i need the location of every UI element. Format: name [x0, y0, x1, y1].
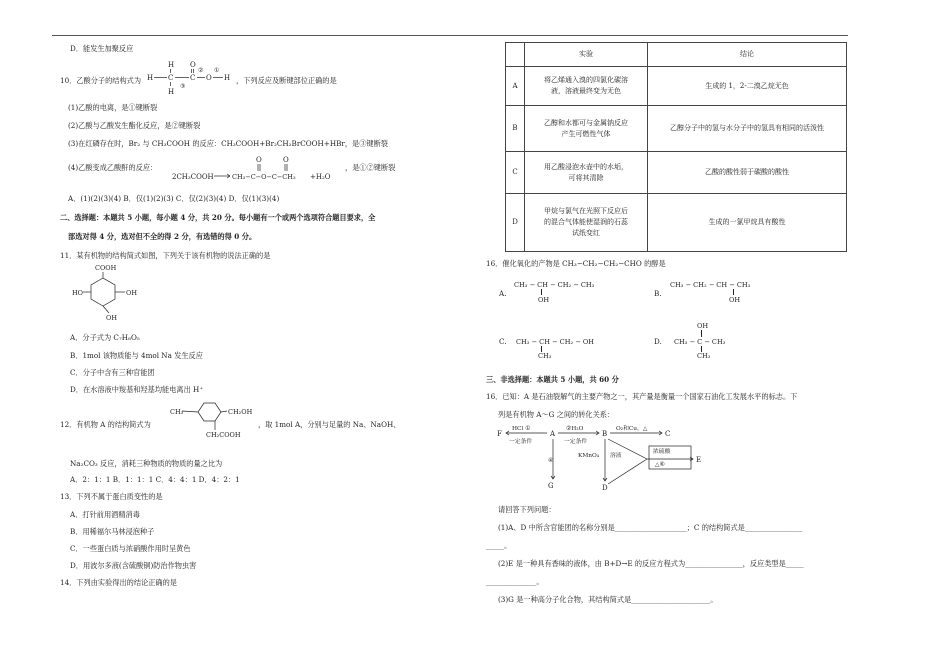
- q10-stem-post: ，下列反应及断键部位正确的是: [236, 76, 337, 85]
- struct-ch3: CH₃: [170, 408, 184, 416]
- q16a-option-d-main: CH₃ − C − CH₃: [674, 338, 726, 346]
- table-row: [506, 67, 847, 106]
- struct-oh-right: OH: [126, 289, 137, 297]
- q11-structure: [70, 262, 140, 324]
- r6-bottom: △⑥: [655, 462, 665, 468]
- anhydride-equation: [170, 153, 345, 183]
- q16a-option-a-label: A.: [499, 289, 507, 298]
- q11-option-d: D．在水溶液中羧基和羟基均能电离出 H⁺: [70, 385, 204, 394]
- r5-right: 溶液: [610, 453, 622, 459]
- q13-option-a: A．打针前用酒精消毒: [70, 510, 140, 519]
- eq-o1: O: [256, 156, 262, 164]
- q12-stem-pre: 12．有机物 A 的结构简式为: [60, 420, 151, 429]
- struct-h-left: H: [147, 74, 154, 82]
- table-row: [506, 194, 847, 252]
- row-experiment: 甲烷与氯气在光照下反应后 的混合气体能使湿润的石蕊 试纸变红: [525, 194, 648, 252]
- scheme-C: C: [665, 430, 671, 438]
- struct-h-bottom: H: [168, 88, 175, 96]
- q16a-option-c-main: CH₃ − CH − CH₂ − OH: [516, 338, 594, 346]
- struct-c2: C: [190, 74, 196, 82]
- q16a-option-b-sub: OH: [729, 296, 741, 304]
- row-experiment: 将乙烯通入溴的四氯化碳溶 液，溶液最终变为无色: [525, 67, 648, 106]
- q10-item-3: (3)在红磷存在时，Br₂ 与 CH₃COOH 的反应：CH₃COOH+Br₂CH₂BrCOOH+HBr，是③键断裂: [68, 139, 388, 148]
- q11-option-c: C．分子中含有三种官能团: [70, 368, 155, 377]
- q10-options: A．(1)(2)(3)(4) B．仅(1)(2)(3) C．仅(2)(3)(4) D．仅(1)(3)(4): [68, 194, 280, 203]
- row-conclusion: 生成的 1，2-二溴乙烷无色: [648, 67, 847, 106]
- svg-text:CH₃−C−O−C−CH₃: CH₃−C−O−C−CH₃: [232, 173, 296, 181]
- row-conclusion: 生成的一氯甲烷具有酸性: [648, 194, 847, 252]
- q11-option-a: A．分子式为 C₇H₈O₅: [70, 333, 140, 342]
- section3-heading: 三、非选择题：本题共 5 小题，共 60 分: [486, 375, 619, 384]
- q16a-option-a-sub: OH: [538, 296, 550, 304]
- section2-heading-line1: 二、选择题：本题共 5 小题，每小题 4 分，共 20 分。每小题有一个或两个选项符合题目要求，全: [60, 213, 376, 222]
- q10-item-1: (1)乙酸的电离，是①键断裂: [68, 103, 158, 112]
- table-row: [506, 152, 847, 194]
- q16b-sub2-line2: ______________。: [486, 577, 544, 586]
- bond-line: [541, 346, 542, 352]
- bond-line: [733, 289, 734, 295]
- q16a-option-b-label: B.: [654, 289, 662, 298]
- eq-left: 2CH₃COOH: [172, 173, 214, 181]
- r1-top: HCl ①: [512, 426, 531, 432]
- r5-left: KMnO₄: [578, 453, 600, 459]
- q16a-option-b-main: CH₃ − CH₂ − CH − CH₃: [670, 281, 751, 289]
- q16a-option-d-label: D.: [654, 337, 662, 346]
- r3-top: O₂和Cu，△: [616, 426, 648, 432]
- section2-heading-line2: 部选对得 4 分，选对但不全的得 2 分，有选错的得 0 分。: [68, 232, 257, 241]
- table-header-experiment: 实验: [525, 43, 648, 67]
- q16a-option-d-sub: CH₃: [697, 352, 711, 360]
- table-header-conclusion: 结论: [648, 43, 847, 67]
- struct-h-right: H: [224, 74, 231, 82]
- row-experiment: 用乙酸浸泡水壶中的水垢， 可将其清除: [525, 152, 648, 194]
- q16a-option-d-top: OH: [697, 322, 709, 330]
- q16b-sub3: (3)G 是一种高分子化合物，其结构简式是______________________。: [498, 595, 718, 604]
- q12-structure: [168, 400, 258, 440]
- eq-o2: O: [283, 156, 289, 164]
- bond-label-3: ③: [180, 83, 186, 90]
- row-label: B: [506, 106, 525, 152]
- q13-option-b: B．用稀福尔马林浸泡种子: [70, 527, 155, 536]
- q12-line2: Na₂CO₃ 反应，消耗三种物质的物质的量之比为: [70, 459, 223, 468]
- table-corner: [506, 43, 525, 67]
- q16a-stem: 16．催化氧化的产物是 CH₃−CH₂−CH₂−CHO 的醇是: [486, 259, 666, 268]
- q16b-stem-line2: 列是有机物 A～G 之间的转化关系：: [498, 410, 615, 419]
- bond-label-1: ①: [214, 67, 220, 74]
- row-label: A: [506, 67, 525, 106]
- row-label: D: [506, 194, 525, 252]
- r6-top: 浓硫酸: [653, 449, 671, 455]
- q11-stem: 11．某有机物的结构简式如图，下列关于该有机物的说法正确的是: [60, 251, 271, 260]
- q9-option-d: D．能发生加聚反应: [70, 44, 134, 53]
- r1-bottom: 一定条件: [509, 439, 533, 445]
- struct-ho: HO: [72, 289, 83, 297]
- q16a-option-c-sub: CH₃: [538, 352, 552, 360]
- struct-oh-bottom: OH: [106, 314, 117, 322]
- row-label: C: [506, 152, 525, 194]
- q16b-sub1-line1: (1)A、D 中所含官能团的名称分别是____________________；C 的结构简式是________________: [498, 523, 803, 532]
- struct-ch2cooh: CH₂COOH: [206, 431, 241, 439]
- scheme-E: E: [696, 456, 702, 464]
- q13-stem: 13．下列不属于蛋白质变性的是: [60, 492, 163, 501]
- struct-o-top: O: [190, 61, 196, 69]
- r2-bottom: 一定条件: [564, 439, 588, 445]
- scheme-F: F: [497, 430, 502, 438]
- q11-option-b: B．1mol 该物质能与 4mol Na 发生反应: [70, 351, 203, 360]
- q16a-option-a-main: CH₃ − CH − CH₂ − CH₃: [514, 281, 595, 289]
- eq-right: +H₂O: [310, 173, 331, 181]
- header-rule: [52, 35, 848, 36]
- scheme-A: A: [550, 430, 556, 438]
- q12-stem-post: ，取 1mol A，分别与足量的 Na、NaOH、: [258, 420, 401, 429]
- scheme-B: B: [602, 430, 608, 438]
- scheme-D: D: [602, 484, 608, 492]
- table-row: [506, 106, 847, 152]
- experiment-table: [505, 42, 847, 252]
- r4-label: ④: [548, 458, 554, 464]
- row-conclusion: 乙酸的酸性弱于碳酸的酸性: [648, 152, 847, 194]
- q16a-option-c-label: C.: [499, 337, 507, 346]
- struct-ch2oh: CH₂OH: [228, 408, 253, 416]
- struct-cooh: COOH: [95, 264, 117, 272]
- q13-option-d: D．用波尔多液(含硫酸铜)防治作物虫害: [70, 561, 197, 570]
- r2-top: ②H₂O: [566, 426, 584, 432]
- q10-item-4-post: ，是①②键断裂: [345, 163, 396, 172]
- q10-item-4-pre: (4)乙酸变成乙酸酐的反应：: [68, 163, 158, 172]
- q14-stem: 14．下列由实验得出的结论正确的是: [60, 578, 177, 587]
- q10-item-2: (2)乙酸与乙酸发生酯化反应，是②键断裂: [68, 121, 201, 130]
- q16b-stem-line1: 16．已知：A 是石油裂解气的主要产物之一，其产量是衡量一个国家石油化工发展水平的标志。下: [486, 392, 798, 401]
- row-experiment: 乙醇和水都可与金属钠反应 产生可燃性气体: [525, 106, 648, 152]
- bond-line: [541, 289, 542, 295]
- bond-line: [701, 330, 702, 337]
- q16b-ask: 请回答下列问题：: [498, 505, 556, 514]
- q12-options: A．2：1：1 B．1：1：1 C．4：4：1 D．4：2：1: [70, 475, 240, 484]
- row-conclusion: 乙醇分子中的氢与水分子中的氢具有相同的活泼性: [648, 106, 847, 152]
- q16b-sub1-line2: _____。: [486, 541, 512, 550]
- q16b-sub2-line1: (2)E 是一种具有香味的液体，由 B+D→E 的反应方程式为________________，反应类型是_____: [498, 559, 804, 568]
- q13-option-c: C．一些蛋白质与浓硝酸作用时呈黄色: [70, 544, 191, 553]
- struct-c1: C: [168, 74, 174, 82]
- acetic-acid-structure: [146, 58, 236, 96]
- scheme-G: G: [548, 482, 554, 490]
- q10-stem-pre: 10．乙酸分子的结构式为: [60, 76, 142, 85]
- struct-o-right: O: [206, 74, 212, 82]
- struct-h-top1: H: [168, 61, 175, 69]
- reaction-scheme: [494, 420, 724, 494]
- bond-label-2: ②: [198, 67, 204, 74]
